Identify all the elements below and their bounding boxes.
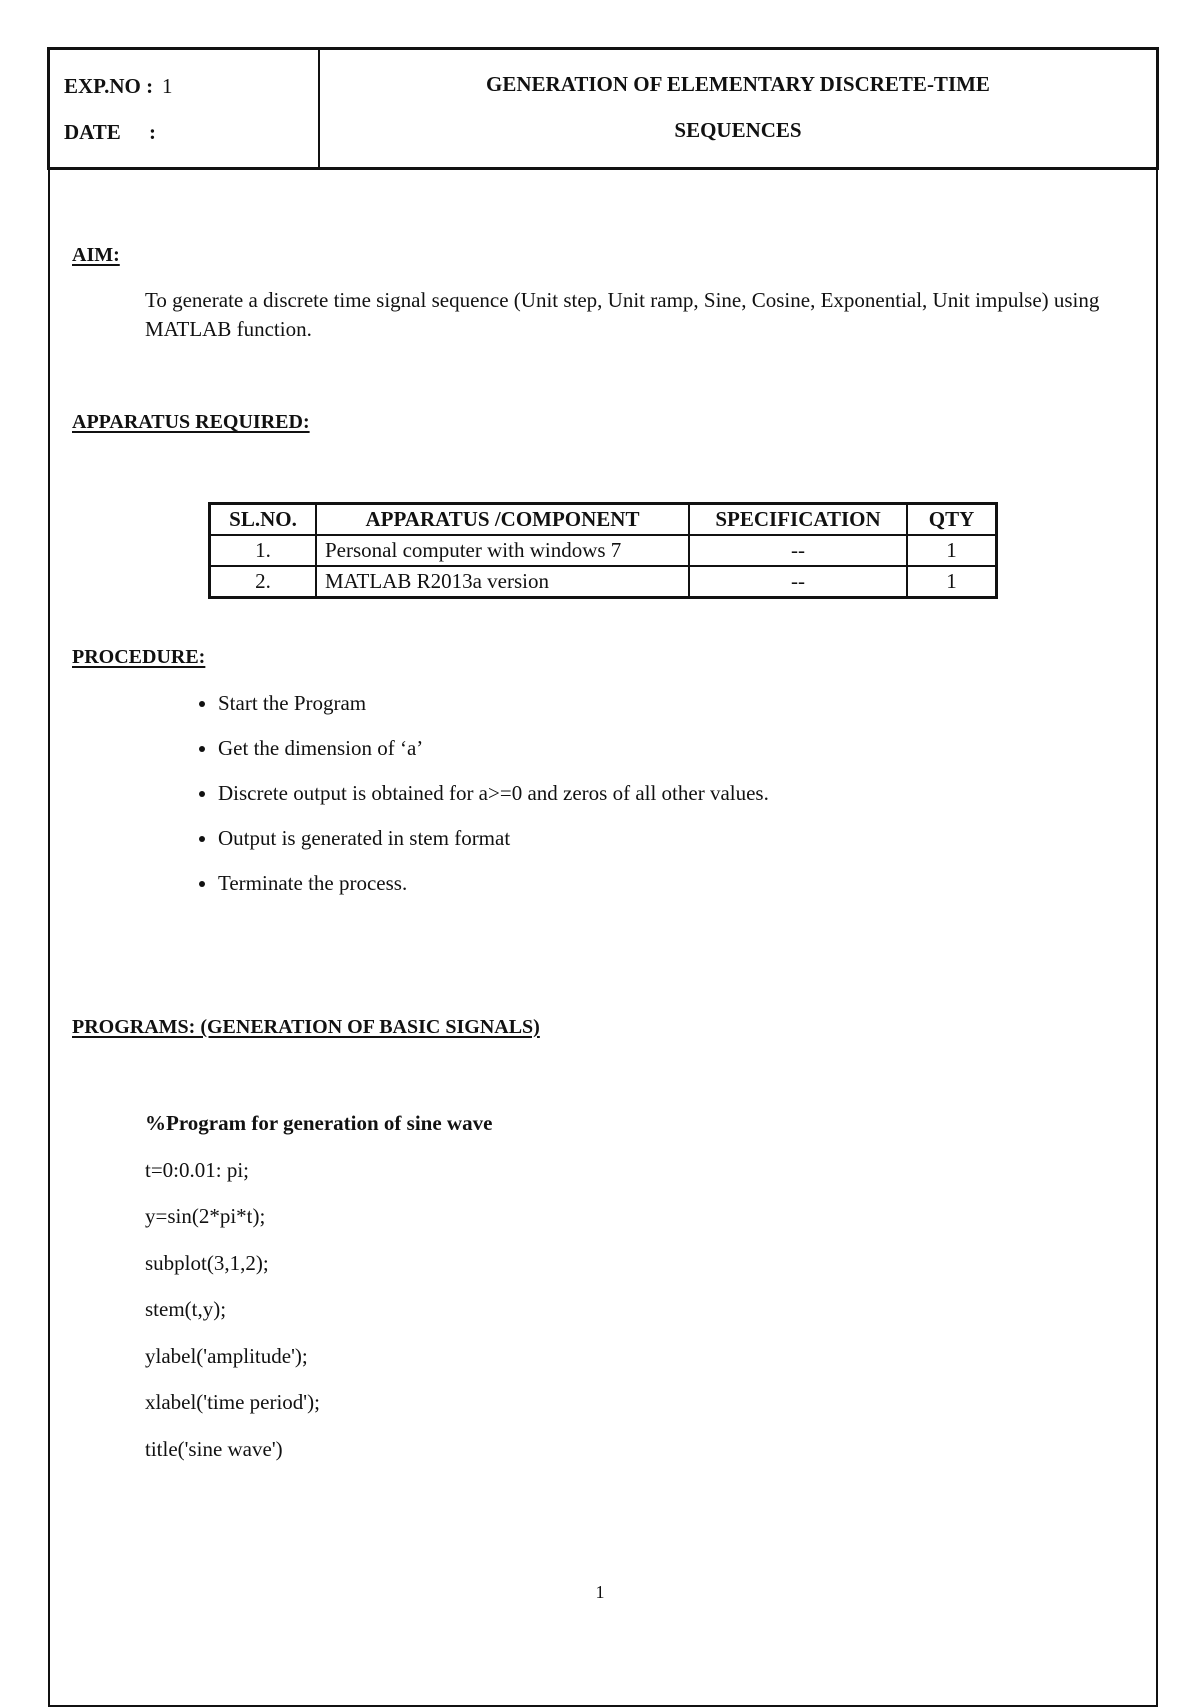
experiment-title [320,50,1156,167]
col-header-apparatus: APPARATUS /COMPONENT [316,504,689,536]
exp-no-label: EXP.NO : [64,74,154,98]
cell-slno: 2. [210,566,317,598]
list-item: • Start the Program [218,690,769,735]
aim-heading: AIM: [72,244,120,266]
apparatus-heading: APPARATUS REQUIRED: [72,411,310,433]
col-header-qty: QTY [907,504,997,536]
table-row [210,566,997,598]
list-item: • Discrete output is obtained for a>=0 and zeros of all other values. [218,780,769,825]
procedure-heading: PROCEDURE: [72,646,206,668]
code-line: stem(t,y); [145,1297,227,1321]
cell-specification: -- [689,535,907,566]
code-comment: %Program for generation of sine wave [145,1111,493,1135]
code-line: y=sin(2*pi*t); [145,1204,266,1228]
cell-slno: 1. [210,535,317,566]
experiment-header [47,47,1159,170]
code-line: t=0:0.01: pi; [145,1157,250,1182]
cell-qty: 1 [907,535,997,566]
code-line: subplot(3,1,2); [145,1250,269,1275]
col-header-slno: SL.NO. [210,504,317,536]
date-colon: : [149,120,156,144]
code-line: title('sine wave') [145,1436,283,1461]
cell-apparatus: MATLAB R2013a version [316,566,689,598]
list-item: • Get the dimension of ‘a’ [218,735,769,780]
procedure-list [172,690,769,915]
code-line: ylabel('amplitude'); [145,1343,308,1368]
cell-apparatus: Personal computer with windows 7 [316,535,689,566]
cell-specification: -- [689,566,907,598]
header-meta [50,50,320,167]
title-line-2: SEQUENCES [674,118,802,142]
table-header-row [210,504,997,536]
program-code [145,1110,492,1482]
table-row [210,535,997,566]
list-item: • Output is generated in stem format [218,825,769,870]
aim-text: To generate a discrete time signal sequence (Unit step, Unit ramp, Sine, Cosine, Exponential, Unit impulse) using MATLAB function. [145,288,1100,341]
page-number: 1 [595,1582,605,1602]
title-line-1: GENERATION OF ELEMENTARY DISCRETE-TIME [486,72,990,96]
code-line: xlabel('time period'); [145,1390,320,1414]
col-header-specification: SPECIFICATION [689,504,907,536]
cell-qty: 1 [907,566,997,598]
apparatus-table [208,502,998,599]
date-label: DATE [64,120,121,144]
programs-heading: PROGRAMS: (GENERATION OF BASIC SIGNALS) [72,1016,540,1038]
exp-no-value: 1 [162,74,173,98]
list-item: • Terminate the process. [218,870,769,915]
